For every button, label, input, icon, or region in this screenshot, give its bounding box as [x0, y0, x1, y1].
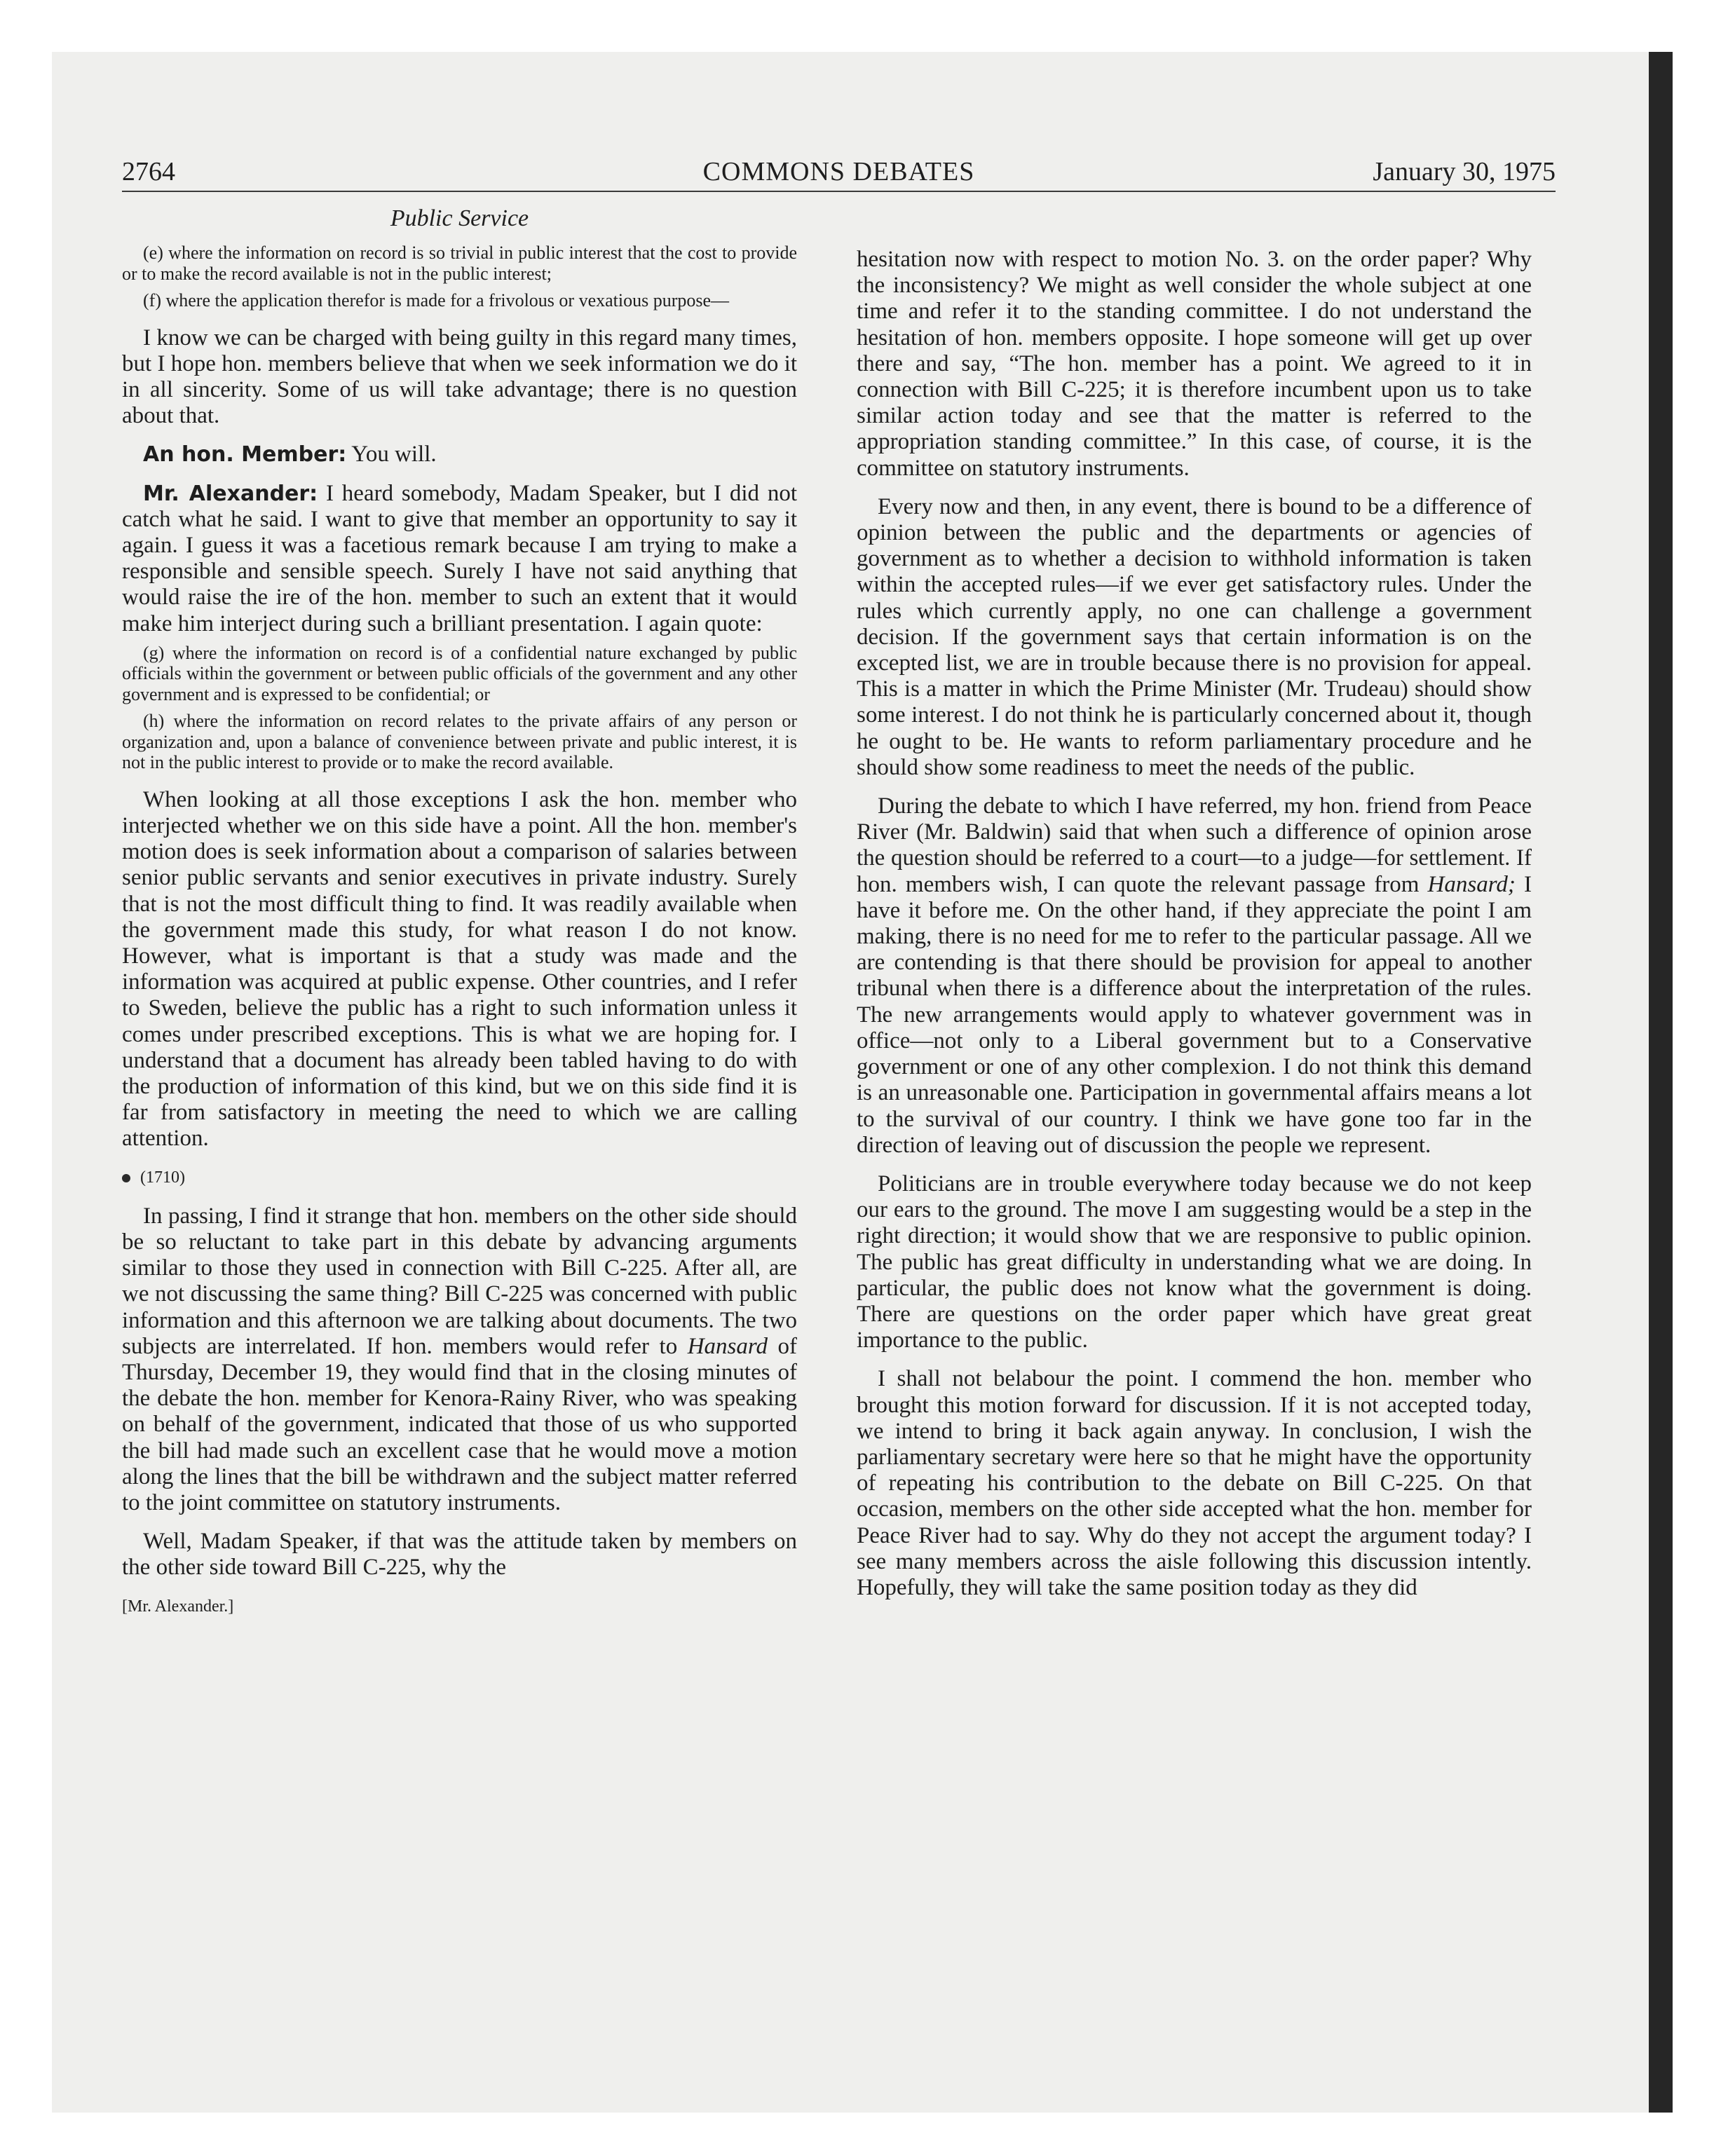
- paragraph-text: of Thursday, December 19, they would find that in the closing minutes of the debate the hon. member for Kenora-Rainy River, who was speaking on behalf of the government, indicated that those of us who supported the bill had made such an excellent case that he would move a motion along the lines that the bill be withdrawn and the subject matter referred to the joint committee on statutory instruments.: [122, 1333, 797, 1516]
- page-date: January 30, 1975: [1373, 157, 1556, 186]
- paragraph: Politicians are in trouble everywhere today because we do not keep our ears to the ground. The move I am suggesting would be a step in the right direction; it would show that we are responsive to public opinion. The public has great difficulty in understanding what we are doing. In particular, the public does not know what the government is doing. There are questions on the order paper which have great great importance to the public.: [857, 1171, 1532, 1353]
- speaker-name: Mr. Alexander:: [143, 481, 318, 506]
- quoted-clause-f: (f) where the application therefor is made for a frivolous or vexatious purpose—: [143, 290, 730, 311]
- hansard-reference: Hansard;: [1427, 871, 1516, 897]
- quoted-clause-e: (e) where the information on record is so trivial in public interest that the cost to provide or to make the record available is not in the public interest;: [122, 243, 797, 284]
- paragraph: Well, Madam Speaker, if that was the attitude taken by members on the other side toward Bill C-225, why the: [122, 1529, 797, 1581]
- quoted-clause-g: (g) where the information on record is of a confidential nature exchanged by public officials within the government or between public officials of the government and any other government and is expressed to be confidential; or: [122, 642, 797, 704]
- scan-edge-shadow: [1649, 52, 1673, 2113]
- right-column: [857, 247, 1532, 1613]
- paragraph: I shall not belabour the point. I commend the hon. member who brought this motion forward for discussion. If it is not accepted today, we intend to bring it back again anyway. In conclusion, I wish the parliamentary secretary were here so that he might have the opportunity of repeating his contribution to the debate on Bill C-225. On that occasion, members on the other side accepted what the hon. member for Peace River had to say. Why do they not accept the argument today? I see many members across the aisle following this discussion intently. Hopefully, they will take the same position today as they did: [857, 1366, 1532, 1600]
- left-column: [122, 205, 797, 1632]
- interjection: [122, 442, 797, 468]
- page-header: [122, 156, 1556, 192]
- paragraph: When looking at all those exceptions I ask the hon. member who interjected whether we on this side have a point. All the hon. member's motion does is seek information about a comparison of salaries between senior public servants and senior executives in private industry. Surely that is not the most difficult thing to find. It was readily available when the government made this study, for what reason I do not know. However, what is important is that a study was made and the information was acquired at public expense. Other countries, and I refer to Sweden, believe the public has a right to such information unless it comes under prescribed exceptions. This is what we are hoping for. I understand that a document has already been tabled having to do with the production of information of this kind, but we on this side find it is far from satisfactory in meeting the need to which we are calling attention.: [122, 786, 797, 1152]
- quoted-clause-h: (h) where the information on record relates to the private affairs of any person or organization and, upon a balance of convenience between private and public interest, it is not in the public interest to provide or to make the record available.: [122, 711, 797, 773]
- hansard-reference: Hansard: [687, 1333, 768, 1359]
- paragraph-text: I have it before me. On the other hand, if they appreciate the point I am making, there is no need for me to refer to the particular passage. All we are contending is that there should be provision for appeal to another tribunal when there is a difference about the interpretation of the rules. The new arrangements would apply to whatever government was in office—not only to a Liberal government but to a Conservative government or one of any other complexion. I do not think this demand is an unreasonable one. Participation in governmental affairs means a lot to the survival of our country. I think we have gone too far in the direction of leaving out of discussion the people we represent.: [857, 871, 1532, 1158]
- paragraph: [122, 1203, 797, 1516]
- running-head: COMMONS DEBATES: [702, 157, 975, 186]
- time-marker-text: (1710): [140, 1168, 185, 1187]
- paragraph: hesitation now with respect to motion No. 3. on the order paper? Why the inconsistency? We might as well consider the whole subject at one time and refer it to the standing committee. I do not understand the hesitation of hon. members opposite. I hope someone will get up over there and say, “The hon. member has a point. We agreed to it in connection with Bill C-225; it is therefore incumbent upon us to take similar action today and see that the matter is referred to the appropriation standing committee.” In this case, of course, it is the committee on statutory instruments.: [857, 247, 1532, 481]
- paragraph-text: In passing, I find it strange that hon. members on the other side should be so reluctant to take part in this debate by advancing arguments similar to those they used in connection with Bill C-225. After all, are we not discussing the same thing? Bill C-225 was concerned with public information and this afternoon we are talking about documents. The two subjects are interrelated. If hon. members would refer to: [122, 1203, 797, 1359]
- speaker-attribution: [Mr. Alexander.]: [122, 1597, 234, 1616]
- page-number: 2764: [122, 157, 175, 186]
- time-marker: [122, 1165, 797, 1191]
- speech-text: You will.: [351, 442, 437, 468]
- speech: [122, 481, 797, 637]
- paragraph: Every now and then, in any event, there is bound to be a difference of opinion between the public and the departments or agencies of government as to whether a decision to withhold information is taken within the accepted rules—if we ever get satisfactory rules. Under the rules which currently apply, no one can challenge a government decision. If the government says that certain information is on the excepted list, we are in trouble because there is no provision for appeal. This is a matter in which the Prime Minister (Mr. Trudeau) should show some interest. I do not think he is particularly concerned about it, though he ought to be. He wants to reform parliamentary procedure and he should show some readiness to meet the needs of the public.: [857, 493, 1532, 780]
- speech-text: I heard somebody, Madam Speaker, but I did not catch what he said. I want to give that member an opportunity to say it again. I guess it was a facetious remark because I am trying to make a responsible and sensible speech. Surely I have not said anything that would raise the ire of the hon. member to such an extent that it would make him interject during such a brilliant presentation. I again quote:: [122, 480, 797, 636]
- speaker-name: An hon. Member:: [143, 442, 347, 468]
- bullet-icon: [122, 1174, 130, 1182]
- paragraph: I know we can be charged with being guilty in this regard many times, but I hope hon. members believe that when we seek information we do it in all sincerity. Some of us will take advantage; there is no question about that.: [122, 325, 797, 429]
- paragraph-text: During the debate to which I have referred, my hon. friend from Peace River (Mr. Baldwin) said that when such a difference of opinion arose the question should be referred to a court—to a judge—for settlement. If hon. members wish, I can quote the relevant passage from: [857, 793, 1532, 897]
- paragraph: [857, 793, 1532, 1159]
- section-title: Public Service: [390, 205, 529, 231]
